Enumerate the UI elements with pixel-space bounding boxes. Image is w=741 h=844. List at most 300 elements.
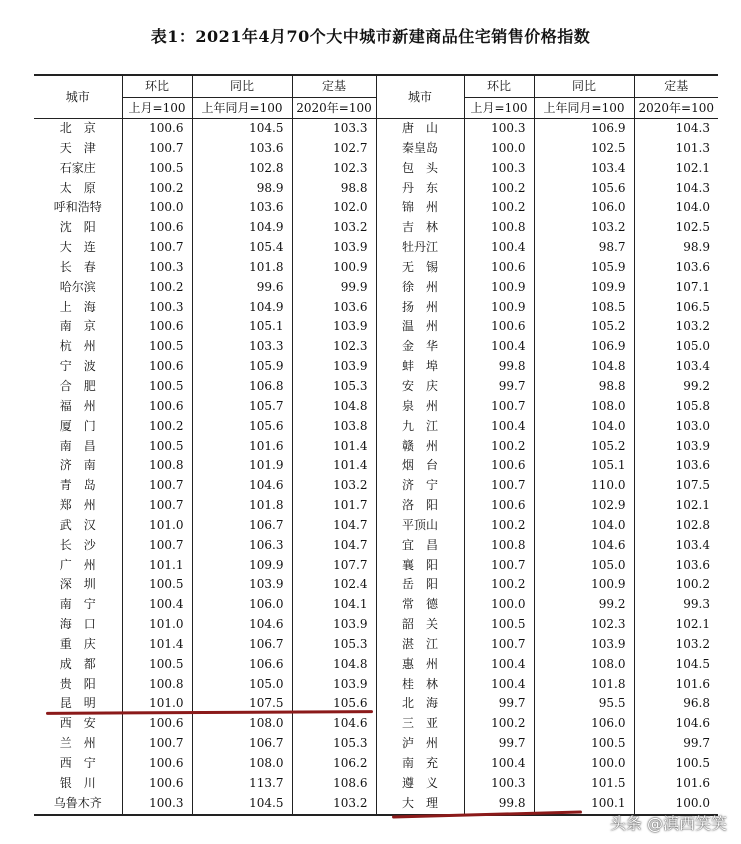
cell-dj-left: 103.9 (292, 238, 376, 258)
cell-city-right: 湛 江 (376, 635, 464, 655)
cell-tb-right: 99.2 (534, 595, 634, 615)
cell-tb-right: 101.8 (534, 675, 634, 695)
cell-hb-right: 100.0 (464, 139, 534, 159)
cell-hb-left: 101.0 (122, 516, 192, 536)
cell-dj-right: 101.3 (634, 139, 718, 159)
cell-dj-right: 104.3 (634, 179, 718, 199)
cell-hb-right: 100.4 (464, 675, 534, 695)
table-row (34, 159, 718, 179)
cell-hb-left: 100.0 (122, 198, 192, 218)
table-row (34, 734, 718, 754)
subheader-hb-left: 上月=100 (122, 98, 192, 119)
subheader-tb-right: 上年同月=100 (534, 98, 634, 119)
cell-dj-right: 104.3 (634, 119, 718, 139)
cell-tb-left: 104.6 (192, 615, 292, 635)
cell-hb-left: 100.5 (122, 575, 192, 595)
cell-tb-left: 101.9 (192, 456, 292, 476)
cell-dj-right: 100.5 (634, 754, 718, 774)
cell-tb-left: 104.6 (192, 476, 292, 496)
cell-dj-right: 103.4 (634, 536, 718, 556)
cell-dj-right: 102.1 (634, 615, 718, 635)
cell-dj-left: 103.9 (292, 675, 376, 695)
cell-hb-left: 100.7 (122, 238, 192, 258)
table-row (34, 198, 718, 218)
cell-city-right: 安 庆 (376, 377, 464, 397)
cell-dj-left: 103.2 (292, 794, 376, 815)
table-row (34, 377, 718, 397)
cell-dj-left: 107.7 (292, 556, 376, 576)
cell-tb-left: 104.5 (192, 119, 292, 139)
cell-hb-right: 100.2 (464, 437, 534, 457)
cell-tb-right: 101.5 (534, 774, 634, 794)
cell-tb-right: 102.3 (534, 615, 634, 635)
cell-hb-right: 100.4 (464, 238, 534, 258)
table-row (34, 337, 718, 357)
cell-hb-right: 100.2 (464, 179, 534, 199)
cell-hb-left: 100.6 (122, 119, 192, 139)
cell-hb-right: 99.7 (464, 734, 534, 754)
table-row (34, 278, 718, 298)
cell-hb-left: 101.0 (122, 694, 192, 714)
table-row (34, 635, 718, 655)
cell-tb-right: 95.5 (534, 694, 634, 714)
cell-tb-left: 105.4 (192, 238, 292, 258)
cell-city-right: 桂 林 (376, 675, 464, 695)
cell-tb-left: 106.7 (192, 516, 292, 536)
cell-tb-left: 106.7 (192, 734, 292, 754)
cell-dj-left: 104.8 (292, 655, 376, 675)
cell-dj-left: 101.7 (292, 496, 376, 516)
cell-tb-left: 103.6 (192, 139, 292, 159)
cell-hb-left: 100.3 (122, 794, 192, 815)
table-row (34, 675, 718, 695)
cell-hb-left: 100.5 (122, 655, 192, 675)
cell-dj-right: 107.5 (634, 476, 718, 496)
cell-dj-left: 104.8 (292, 397, 376, 417)
cell-city-left: 贵 阳 (59, 676, 96, 691)
cell-tb-left: 108.0 (192, 714, 292, 734)
cell-hb-left: 100.7 (122, 536, 192, 556)
cell-dj-right: 99.7 (634, 734, 718, 754)
header-city-right: 城市 (376, 75, 464, 119)
cell-city-right: 襄 阳 (376, 556, 464, 576)
cell-hb-right: 100.6 (464, 496, 534, 516)
cell-hb-left: 100.8 (122, 456, 192, 476)
cell-dj-right: 100.2 (634, 575, 718, 595)
cell-city-left: 青 岛 (59, 478, 96, 493)
cell-city-right: 无 锡 (376, 258, 464, 278)
cell-hb-left: 100.6 (122, 774, 192, 794)
cell-tb-right: 105.6 (534, 179, 634, 199)
cell-dj-right: 105.0 (634, 337, 718, 357)
header-dj-left: 定基 (292, 75, 376, 98)
cell-dj-right: 96.8 (634, 694, 718, 714)
cell-hb-right: 100.4 (464, 417, 534, 437)
cell-tb-left: 108.0 (192, 754, 292, 774)
cell-dj-left: 102.3 (292, 337, 376, 357)
cell-hb-left: 100.8 (122, 675, 192, 695)
cell-tb-right: 100.1 (534, 794, 634, 815)
cell-tb-left: 106.6 (192, 655, 292, 675)
table-row (34, 516, 718, 536)
cell-tb-left: 105.9 (192, 357, 292, 377)
table-row (34, 298, 718, 318)
cell-city-left: 南 京 (59, 319, 96, 334)
cell-city-left: 成 都 (59, 656, 96, 671)
cell-city-left: 西 宁 (59, 756, 96, 770)
cell-city-left: 福 州 (59, 398, 96, 413)
cell-tb-right: 98.7 (534, 238, 634, 258)
cell-city-left: 广 州 (59, 557, 96, 572)
cell-hb-left: 100.4 (122, 595, 192, 615)
cell-tb-left: 106.3 (192, 536, 292, 556)
cell-dj-right: 100.0 (634, 794, 718, 815)
cell-dj-left: 98.8 (292, 179, 376, 199)
cell-hb-right: 100.8 (464, 218, 534, 238)
cell-dj-right: 104.0 (634, 198, 718, 218)
cell-tb-right: 100.5 (534, 734, 634, 754)
cell-tb-left: 109.9 (192, 556, 292, 576)
watermark: 头条 @滇西笑笑 (609, 814, 727, 833)
cell-dj-left: 104.7 (292, 536, 376, 556)
cell-tb-left: 101.8 (192, 258, 292, 278)
cell-tb-left: 104.5 (192, 794, 292, 815)
cell-dj-left: 101.4 (292, 456, 376, 476)
cell-city-left: 哈尔滨 (59, 279, 96, 294)
cell-hb-right: 100.3 (464, 159, 534, 179)
cell-city-right: 锦 州 (376, 198, 464, 218)
subheader-dj-left: 2020年=100 (292, 98, 376, 119)
price-index-table (34, 74, 718, 816)
table-row (34, 536, 718, 556)
cell-dj-left: 100.9 (292, 258, 376, 278)
cell-hb-left: 100.3 (122, 298, 192, 318)
cell-city-left: 济 南 (59, 458, 96, 473)
cell-dj-right: 103.2 (634, 635, 718, 655)
cell-city-right: 宜 昌 (376, 536, 464, 556)
cell-hb-left: 100.3 (122, 258, 192, 278)
cell-dj-right: 103.2 (634, 317, 718, 337)
table-body (34, 119, 718, 815)
table-row (34, 456, 718, 476)
cell-city-left: 兰 州 (59, 736, 96, 751)
cell-tb-left: 101.8 (192, 496, 292, 516)
cell-city-right: 韶 关 (376, 615, 464, 635)
cell-city-left: 昆 明 (59, 696, 96, 711)
cell-city-right: 岳 阳 (376, 575, 464, 595)
table-row (34, 437, 718, 457)
cell-city-right: 三 亚 (376, 714, 464, 734)
cell-tb-left: 106.0 (192, 595, 292, 615)
cell-hb-right: 100.6 (464, 258, 534, 278)
table-row (34, 714, 718, 734)
cell-tb-right: 104.8 (534, 357, 634, 377)
cell-tb-left: 104.9 (192, 218, 292, 238)
subheader-hb-right: 上月=100 (464, 98, 534, 119)
cell-dj-left: 108.6 (292, 774, 376, 794)
cell-tb-right: 106.9 (534, 337, 634, 357)
cell-city-right: 包 头 (376, 159, 464, 179)
cell-hb-right: 100.9 (464, 278, 534, 298)
cell-hb-left: 100.7 (122, 139, 192, 159)
cell-city-right: 秦皇岛 (376, 139, 464, 159)
header-hb-left: 环比 (122, 75, 192, 98)
cell-hb-right: 100.7 (464, 556, 534, 576)
cell-hb-right: 99.8 (464, 357, 534, 377)
cell-dj-right: 103.4 (634, 357, 718, 377)
cell-city-right: 平顶山 (376, 516, 464, 536)
cell-hb-left: 101.4 (122, 635, 192, 655)
table-row (34, 754, 718, 774)
cell-city-right: 吉 林 (376, 218, 464, 238)
cell-dj-left: 105.3 (292, 635, 376, 655)
cell-hb-left: 100.7 (122, 734, 192, 754)
cell-tb-left: 103.9 (192, 575, 292, 595)
cell-hb-right: 100.2 (464, 516, 534, 536)
cell-city-left: 长 沙 (59, 537, 96, 552)
table-row (34, 615, 718, 635)
table-row (34, 179, 718, 199)
cell-dj-left: 103.9 (292, 317, 376, 337)
cell-dj-right: 102.1 (634, 496, 718, 516)
cell-tb-right: 110.0 (534, 476, 634, 496)
cell-city-right: 牡丹江 (376, 238, 464, 258)
cell-city-right: 徐 州 (376, 278, 464, 298)
cell-dj-left: 104.1 (292, 595, 376, 615)
cell-dj-left: 103.9 (292, 615, 376, 635)
cell-hb-right: 100.7 (464, 635, 534, 655)
cell-city-left: 南 宁 (59, 597, 96, 612)
cell-hb-right: 100.2 (464, 575, 534, 595)
subheader-tb-left: 上年同月=100 (192, 98, 292, 119)
cell-hb-right: 100.4 (464, 337, 534, 357)
cell-tb-left: 105.0 (192, 675, 292, 695)
cell-city-left: 南 昌 (59, 438, 96, 453)
table-row (34, 357, 718, 377)
cell-city-right: 蚌 埠 (376, 357, 464, 377)
cell-city-left: 杭 州 (59, 339, 96, 354)
cell-city-right: 赣 州 (376, 437, 464, 457)
cell-tb-right: 105.2 (534, 317, 634, 337)
cell-city-left: 大 连 (59, 240, 96, 255)
cell-city-left: 厦 门 (59, 418, 96, 433)
cell-dj-left: 103.9 (292, 357, 376, 377)
cell-tb-left: 106.7 (192, 635, 292, 655)
cell-tb-left: 106.8 (192, 377, 292, 397)
cell-city-left: 重 庆 (59, 636, 96, 651)
cell-dj-right: 102.5 (634, 218, 718, 238)
cell-dj-left: 101.4 (292, 437, 376, 457)
cell-dj-left: 105.6 (292, 694, 376, 714)
table-row (34, 556, 718, 576)
cell-dj-right: 101.6 (634, 675, 718, 695)
subheader-dj-right: 2020年=100 (634, 98, 718, 119)
cell-dj-left: 104.6 (292, 714, 376, 734)
cell-city-left: 合 肥 (59, 378, 96, 393)
cell-hb-left: 100.6 (122, 714, 192, 734)
cell-tb-left: 105.1 (192, 317, 292, 337)
cell-tb-right: 106.9 (534, 119, 634, 139)
header-hb-right: 环比 (464, 75, 534, 98)
cell-hb-right: 99.7 (464, 377, 534, 397)
cell-tb-right: 104.0 (534, 516, 634, 536)
table-row (34, 655, 718, 675)
cell-dj-right: 103.9 (634, 437, 718, 457)
cell-hb-right: 100.2 (464, 198, 534, 218)
cell-dj-right: 103.6 (634, 258, 718, 278)
cell-tb-left: 103.3 (192, 337, 292, 357)
cell-hb-left: 100.2 (122, 179, 192, 199)
cell-city-right: 金 华 (376, 337, 464, 357)
cell-hb-left: 100.6 (122, 397, 192, 417)
cell-dj-left: 104.7 (292, 516, 376, 536)
cell-hb-right: 100.0 (464, 595, 534, 615)
table-title: 表1：2021年4月70个大中城市新建商品住宅销售价格指数 (150, 27, 591, 46)
cell-tb-right: 100.9 (534, 575, 634, 595)
cell-city-right: 南 充 (376, 754, 464, 774)
cell-city-right: 烟 台 (376, 456, 464, 476)
cell-dj-right: 102.8 (634, 516, 718, 536)
cell-city-left: 郑 州 (59, 498, 96, 513)
cell-dj-left: 106.2 (292, 754, 376, 774)
cell-city-left: 西 安 (59, 716, 96, 731)
cell-city-right: 常 德 (376, 595, 464, 615)
cell-city-right: 遵 义 (376, 774, 464, 794)
cell-tb-left: 101.6 (192, 437, 292, 457)
cell-dj-right: 102.1 (634, 159, 718, 179)
cell-city-right: 丹 东 (376, 179, 464, 199)
cell-tb-right: 104.6 (534, 536, 634, 556)
cell-tb-right: 106.0 (534, 714, 634, 734)
cell-city-right: 济 宁 (376, 476, 464, 496)
cell-tb-left: 105.7 (192, 397, 292, 417)
cell-dj-left: 105.3 (292, 734, 376, 754)
cell-tb-left: 113.7 (192, 774, 292, 794)
cell-dj-right: 103.0 (634, 417, 718, 437)
table-row (34, 238, 718, 258)
cell-city-left: 天 津 (59, 140, 96, 155)
cell-dj-right: 107.1 (634, 278, 718, 298)
table-row (34, 575, 718, 595)
cell-tb-right: 103.2 (534, 218, 634, 238)
cell-city-left: 沈 阳 (59, 220, 96, 235)
cell-tb-right: 105.9 (534, 258, 634, 278)
cell-hb-right: 99.8 (464, 794, 534, 815)
cell-dj-right: 98.9 (634, 238, 718, 258)
cell-dj-left: 103.8 (292, 417, 376, 437)
cell-hb-right: 100.9 (464, 298, 534, 318)
cell-hb-left: 100.7 (122, 476, 192, 496)
cell-hb-left: 100.6 (122, 754, 192, 774)
cell-city-right: 洛 阳 (376, 496, 464, 516)
cell-tb-right: 103.9 (534, 635, 634, 655)
table-row (34, 218, 718, 238)
cell-tb-left: 98.9 (192, 179, 292, 199)
cell-city-left: 海 口 (59, 617, 96, 632)
cell-hb-right: 100.3 (464, 774, 534, 794)
cell-hb-left: 100.2 (122, 278, 192, 298)
cell-dj-right: 103.6 (634, 456, 718, 476)
cell-city-right: 惠 州 (376, 655, 464, 675)
header-tb-right: 同比 (534, 75, 634, 98)
cell-hb-left: 100.2 (122, 417, 192, 437)
cell-hb-left: 100.5 (122, 159, 192, 179)
cell-tb-right: 100.0 (534, 754, 634, 774)
table-row (34, 417, 718, 437)
cell-tb-right: 98.8 (534, 377, 634, 397)
cell-city-left: 上 海 (59, 299, 96, 314)
cell-dj-left: 103.2 (292, 476, 376, 496)
cell-hb-right: 100.3 (464, 119, 534, 139)
cell-hb-right: 100.7 (464, 397, 534, 417)
cell-dj-left: 103.3 (292, 119, 376, 139)
table-row (34, 774, 718, 794)
cell-tb-left: 105.6 (192, 417, 292, 437)
cell-hb-right: 99.7 (464, 694, 534, 714)
table-row (34, 139, 718, 159)
cell-tb-right: 108.0 (534, 397, 634, 417)
header-tb-left: 同比 (192, 75, 292, 98)
cell-city-left: 武 汉 (59, 517, 96, 532)
cell-city-left: 深 圳 (59, 577, 96, 592)
cell-hb-left: 100.7 (122, 496, 192, 516)
cell-city-left: 乌鲁木齐 (34, 794, 122, 815)
cell-hb-right: 100.4 (464, 754, 534, 774)
cell-hb-left: 100.6 (122, 218, 192, 238)
cell-hb-left: 100.5 (122, 437, 192, 457)
cell-dj-right: 104.6 (634, 714, 718, 734)
cell-tb-left: 103.6 (192, 198, 292, 218)
cell-city-left: 石家庄 (59, 160, 96, 175)
cell-tb-right: 108.0 (534, 655, 634, 675)
cell-dj-right: 106.5 (634, 298, 718, 318)
cell-hb-left: 100.6 (122, 317, 192, 337)
cell-dj-left: 105.3 (292, 377, 376, 397)
cell-city-left: 太 原 (59, 180, 96, 195)
cell-tb-left: 104.9 (192, 298, 292, 318)
cell-city-right: 北 海 (376, 694, 464, 714)
header-dj-right: 定基 (634, 75, 718, 98)
cell-city-right: 扬 州 (376, 298, 464, 318)
cell-hb-right: 100.4 (464, 655, 534, 675)
cell-dj-right: 104.5 (634, 655, 718, 675)
cell-city-left: 呼和浩特 (53, 200, 102, 215)
cell-hb-right: 100.2 (464, 714, 534, 734)
table-row (34, 397, 718, 417)
table-row (34, 119, 718, 139)
cell-city-right: 温 州 (376, 317, 464, 337)
table-row (34, 595, 718, 615)
cell-hb-right: 100.6 (464, 456, 534, 476)
cell-dj-right: 99.3 (634, 595, 718, 615)
cell-tb-right: 105.2 (534, 437, 634, 457)
cell-dj-left: 102.0 (292, 198, 376, 218)
cell-city-right: 大 理 (376, 794, 464, 815)
cell-dj-left: 103.2 (292, 218, 376, 238)
cell-city-right: 九 江 (376, 417, 464, 437)
cell-dj-left: 99.9 (292, 278, 376, 298)
cell-tb-left: 99.6 (192, 278, 292, 298)
cell-tb-right: 108.5 (534, 298, 634, 318)
cell-city-left: 长 春 (59, 259, 96, 274)
cell-hb-left: 101.1 (122, 556, 192, 576)
cell-hb-left: 100.5 (122, 377, 192, 397)
cell-dj-right: 103.6 (634, 556, 718, 576)
cell-tb-left: 102.8 (192, 159, 292, 179)
cell-dj-left: 102.4 (292, 575, 376, 595)
cell-hb-right: 100.7 (464, 476, 534, 496)
header-city-left: 城市 (34, 75, 122, 119)
